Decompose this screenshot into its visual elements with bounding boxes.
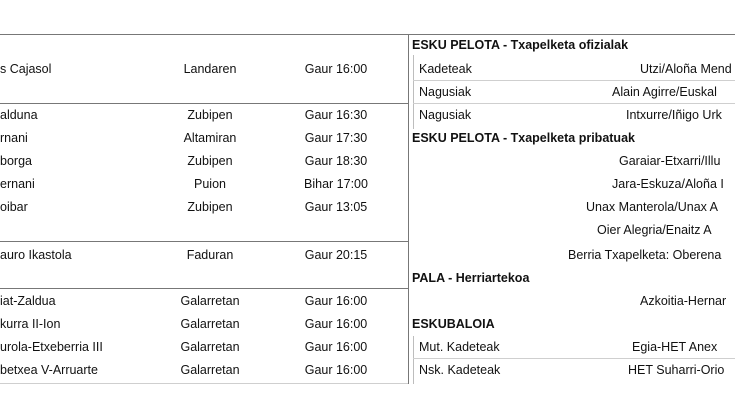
left-row-6-time: Gaur 13:05 [304,200,368,214]
left-row-11-team: betxea V-Arruarte [0,363,98,377]
left-group-divider-1 [0,103,408,104]
right-row-line-2 [413,103,735,104]
left-row-8-time: Gaur 16:00 [304,294,368,308]
right-row-line-1 [413,80,735,81]
left-row-7-time: Gaur 20:15 [304,248,368,262]
right-row-line-3 [413,358,735,359]
right-row-1-match: Utzi/Aloña Mend [640,62,732,76]
right-row-9-match: Azkoitia-Hernar [640,294,727,308]
left-row-2-team: alduna [0,108,38,122]
right-row-8-match: Berria Txapelketa: Oberena [568,248,722,262]
right-row-10-match: Egia-HET Anex [632,340,718,354]
left-row-5-team: ernani [0,177,35,191]
left-row-8-team: iat-Zaldua [0,294,56,308]
right-row-1-category: Kadeteak [419,62,472,76]
left-row-7-team: auro Ikastola [0,248,72,262]
left-row-5-time: Bihar 17:00 [304,177,368,191]
left-row-3-venue: Altamiran [183,131,237,145]
column-divider [408,34,409,384]
left-row-11-venue: Galarretan [180,363,240,377]
left-row-3-team: rnani [0,131,28,145]
left-row-5-venue: Puion [194,177,226,191]
left-row-10-time: Gaur 16:00 [304,340,368,354]
right-row-11-category: Nsk. Kadeteak [419,363,501,377]
left-row-10-team: urola-Etxeberria III [0,340,103,354]
left-row-6-venue: Zubipen [187,200,233,214]
right-subcol-line-2 [413,336,414,384]
left-row-7-venue: Faduran [186,248,234,262]
left-row-2-time: Gaur 16:30 [304,108,368,122]
section-title-pala: PALA - Herriartekoa [412,271,530,285]
right-row-3-category: Nagusiak [419,108,472,122]
section-title-esku-pribatuak: ESKU PELOTA - Txapelketa pribatuak [412,131,635,145]
left-row-9-team: kurra II-Ion [0,317,61,331]
left-row-10-venue: Galarretan [180,340,240,354]
right-row-5-match: Jara-Eskuza/Aloña I [612,177,724,191]
right-row-10-category: Mut. Kadeteak [419,340,500,354]
left-row-1-team: s Cajasol [0,62,52,76]
right-subcol-line-1 [413,55,414,129]
left-row-8-venue: Galarretan [180,294,240,308]
left-row-11-time: Gaur 16:00 [304,363,368,377]
left-row-6-team: oibar [0,200,28,214]
right-row-2-category: Nagusiak [419,85,472,99]
left-row-9-time: Gaur 16:00 [304,317,368,331]
left-row-9-venue: Galarretan [180,317,240,331]
left-row-4-team: borga [0,154,32,168]
left-row-1-venue: Landaren [183,62,237,76]
left-row-4-time: Gaur 18:30 [304,154,368,168]
left-bottom-line [0,383,408,384]
section-title-esku-ofizialak: ESKU PELOTA - Txapelketa ofizialak [412,38,629,52]
right-row-11-match: HET Suharri-Orio [628,363,725,377]
section-title-eskubaloia: ESKUBALOIA [412,317,495,331]
right-row-4-match: Garaiar-Etxarri/Illu [619,154,721,168]
right-row-6-match: Unax Manterola/Unax A [586,200,719,214]
right-row-7-match: Oier Alegria/Enaitz A [597,223,712,237]
left-row-1-time: Gaur 16:00 [304,62,368,76]
right-row-3-match: Intxurre/Iñigo Urk [626,108,722,122]
left-row-2-venue: Zubipen [187,108,233,122]
left-row-4-venue: Zubipen [187,154,233,168]
left-row-3-time: Gaur 17:30 [304,131,368,145]
right-row-2-match: Alain Agirre/Euskal [612,85,717,99]
left-group-divider-3 [0,288,408,289]
left-group-divider-2 [0,241,408,242]
